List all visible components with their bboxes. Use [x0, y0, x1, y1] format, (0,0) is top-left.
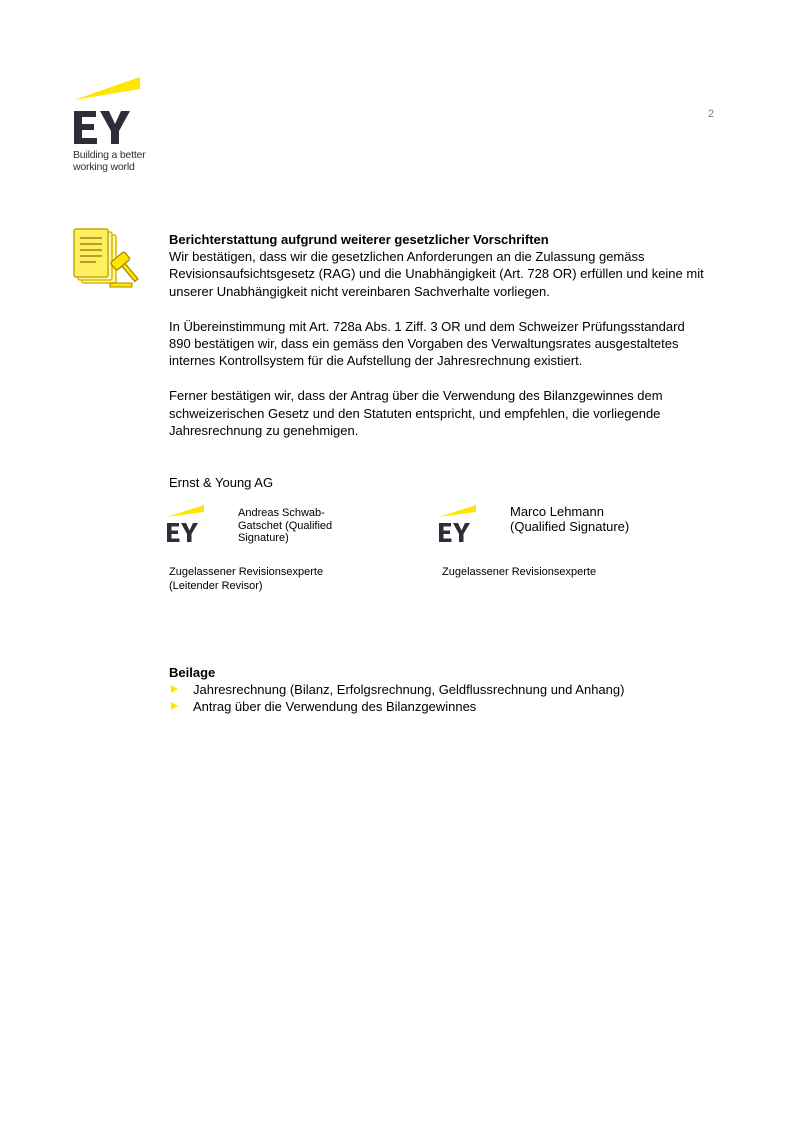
signature-block-2 — [438, 504, 638, 554]
signer-name-2: Marco Lehmann (Qualified Signature) — [510, 504, 630, 534]
signer-role-2 — [442, 565, 642, 579]
signer-name-1: Andreas Schwab-Gatschet (Qualified Signature) — [238, 507, 333, 544]
attachment-label: Jahresrechnung (Bilanz, Erfolgsrechnung, Geldflussrechnung und Anhang) — [193, 682, 625, 697]
signer-role-2-line-1: Zugelassener Revisionsexperte — [442, 566, 597, 578]
ey-logo — [73, 76, 163, 173]
paragraph-internal-control: In Übereinstimmung mit Art. 728a Abs. 1 Ziff. 3 OR und dem Schweizer Prüfungsstandard 890 bestätigen wir, dass ein gemäss den Vorgaben des Verwaltungsrates ausgestaltetes internes Kontrollsystem für die Aufstellung der Jahresrechnung existiert. — [169, 318, 685, 369]
signer-role-1 — [169, 565, 369, 593]
attachments-list — [169, 681, 729, 715]
attachment-label: Antrag über die Verwendung des Bilanzgewinnes — [193, 699, 477, 715]
signer-role-1-line-1: Zugelassener Revisionsexperte — [169, 566, 324, 578]
triangle-bullet-icon — [171, 702, 178, 710]
triangle-bullet-icon — [171, 685, 178, 693]
attachments-title: Beilage — [169, 665, 216, 680]
paragraph-recommendation: Ferner bestätigen wir, dass der Antrag über die Verwendung des Bilanzgewinnes dem schweizerischen Gesetz und den Statuten entspricht, und empfehlen, die vorliegende Jahresrechnung zu genehmigen. — [169, 388, 663, 439]
signer-role-1-line-2: (Leitender Revisor) — [169, 580, 263, 592]
attachments-section — [169, 664, 729, 715]
ey-signature-logo — [166, 504, 206, 544]
ey-logo-mark — [73, 76, 141, 146]
tagline-line-1: Building a better — [73, 149, 146, 161]
section-title: Berichterstattung aufgrund weiterer gesetzlicher Vorschriften — [169, 232, 549, 247]
ey-tagline — [73, 149, 163, 173]
ey-signature-logo — [438, 504, 478, 544]
paragraph-independence: Wir bestätigen, dass wir die gesetzlichen Anforderungen an die Zulassung gemäss Revisionsaufsichtsgesetz (RAG) und die Unabhängigkeit (Art. 728 OR) erfüllen und keine mit unserer Unabhängigkeit nicht vereinbaren Sachverhalte vorliegen. — [169, 249, 704, 299]
document-gavel-icon — [72, 227, 140, 289]
signature-block-1 — [166, 504, 366, 554]
list-item — [169, 698, 729, 715]
report-section — [169, 231, 709, 439]
tagline-line-2: working world — [73, 161, 135, 173]
list-item — [169, 681, 729, 698]
page-number: 2 — [708, 108, 715, 120]
company-name: Ernst & Young AG — [169, 475, 274, 490]
